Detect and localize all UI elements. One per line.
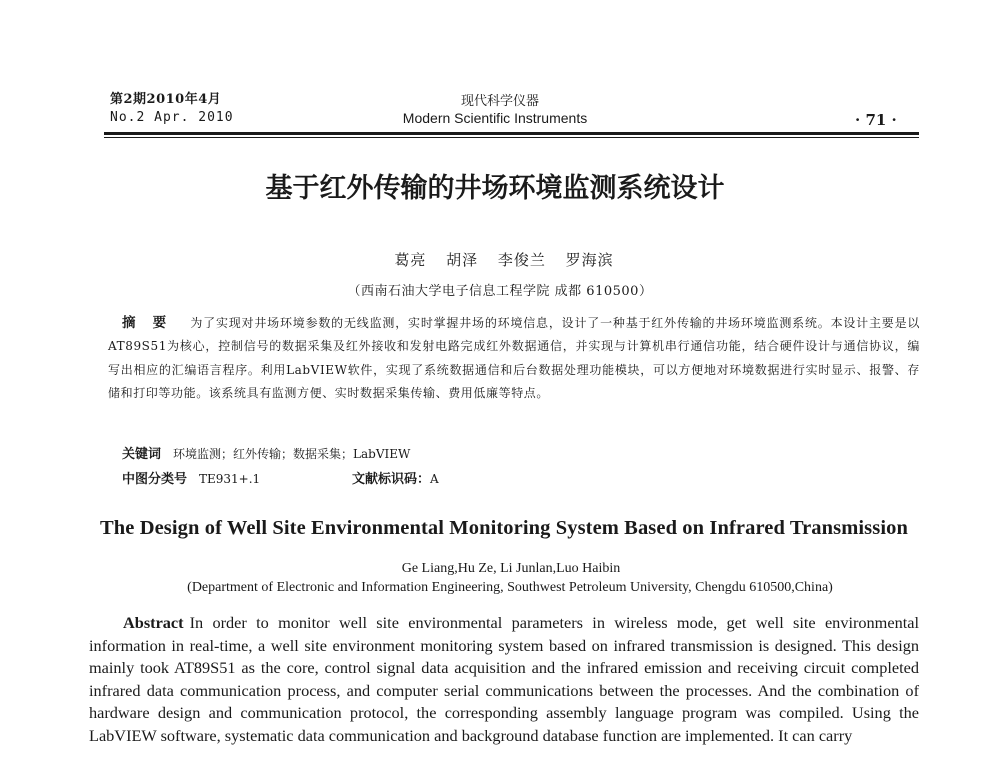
abstract-en-text: In order to monitor well site environmental parameters in wireless mode, get well site environmental information in real-time, a well site environment monitoring system based on infrared transmission is designed. This design mainly took AT89S51 as the core, control signal data acquisition and the infrared emission and receiving circuit completed infrared data communication process, and computer serial communications between the processes. And the combination of hardware design and communication protocol, the corresponding assembly language program was compiled. Using the LabVIEW software, systematic data communication and background database function are implemented. It can carry: [89, 613, 919, 745]
affiliation-cn: （西南石油大学电子信息工程学院 成都 610500）: [347, 284, 653, 299]
issue-info-cn: 第2期2010年4月: [110, 92, 222, 107]
journal-name-en: Modern Scientific Instruments: [402, 110, 588, 126]
keywords-cn: [122, 443, 410, 462]
paper-title-en: The Design of Well Site Environmental Monitoring System Based on Infrared Transmission: [100, 517, 908, 539]
paper-title-cn: 基于红外传输的井场环境监测系统设计: [265, 173, 725, 204]
document-code-label: 文献标识码：: [352, 472, 431, 487]
document-code-value: A: [430, 472, 439, 486]
abstract-cn-text: 为了实现对井场环境参数的无线监测，实时掌握井场的环境信息，设计了一种基于红外传输的井场环境监测系统。本设计主要是以AT89S51为核心，控制信号的数据采集及红外接收和发射电路完成红外数据通信，并实现与计算机串行通信功能，结合硬件设计与通信协议，编写出相应的汇编语言程序。利用LabVIEW软件，实现了系统数据通信和后台数据处理功能模块，可以方便地对环境数据进行实时显示、报警、存储和打印等功能。该系统具有监测方便、实时数据采集传输、费用低廉等特点。: [108, 316, 920, 400]
header-rule-thick: [104, 132, 919, 135]
keywords-cn-text: 环境监测；红外传输；数据采集；LabVIEW: [173, 447, 411, 461]
document-code: [352, 468, 439, 487]
classification-number: [122, 468, 260, 487]
journal-name-cn: 现代科学仪器: [460, 94, 539, 109]
keywords-cn-label: 关键词: [122, 447, 162, 462]
issue-info-en: No.2 Apr. 2010: [110, 110, 234, 125]
abstract-en-label: Abstract: [123, 613, 184, 632]
abstract-cn: [108, 312, 920, 405]
authors-cn: 葛亮 胡泽 李俊兰 罗海滨: [394, 251, 614, 269]
header-rule-thin: [104, 137, 919, 138]
authors-en: Ge Liang,Hu Ze, Li Junlan,Luo Haibin: [401, 561, 621, 576]
abstract-en: [89, 612, 919, 748]
classification-value: TE931+.1: [199, 472, 261, 486]
affiliation-en: (Department of Electronic and Information Engineering, Southwest Petroleum University, Chengdu 610500,China): [187, 580, 833, 595]
classification-label: 中图分类号: [122, 472, 188, 487]
abstract-cn-label: 摘 要: [122, 315, 173, 331]
page-number: · 71 ·: [855, 111, 897, 129]
